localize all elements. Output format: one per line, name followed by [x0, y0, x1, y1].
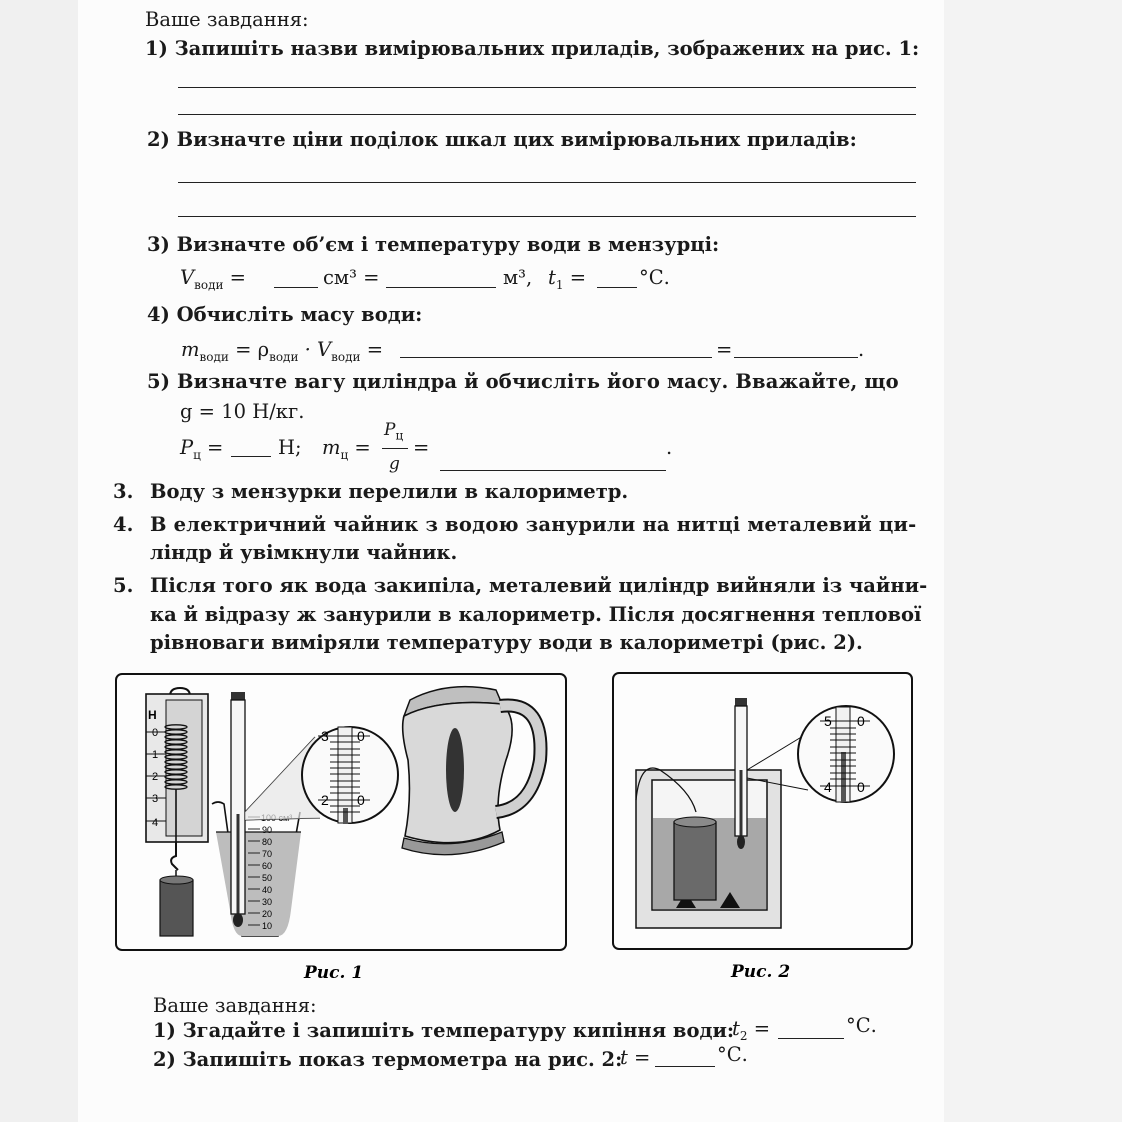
- zoom-tick-label: 0: [357, 728, 365, 744]
- dynamometer-tick-label: 1: [152, 749, 159, 761]
- zoom-tick-label: 4: [824, 779, 832, 795]
- dynamometer-tick-label: 2: [152, 771, 159, 783]
- cyl-mass-var: m: [322, 436, 341, 459]
- cyl-mass-end: .: [666, 436, 673, 459]
- weight-sub: ц: [193, 447, 201, 462]
- volume-var: V: [180, 266, 195, 289]
- task1-question-1: 1) Запишіть назви вимірювальних приладів, зображених на рис. 1:: [145, 37, 920, 60]
- answer-blank[interactable]: [778, 1038, 844, 1039]
- step-text: Воду з мензурки перелили в калориметр.: [150, 480, 629, 503]
- mass-eq: =: [360, 338, 384, 361]
- mass-end: .: [858, 338, 865, 361]
- zoom-tick-label: 0: [357, 792, 365, 808]
- volume-var: · V: [298, 338, 332, 361]
- dynamometer-tick-label: 0: [152, 727, 159, 739]
- boiling-unit: °С.: [846, 1014, 877, 1037]
- zoom-tick-label: 3: [321, 728, 329, 744]
- figure-2-caption: Рис. 2: [731, 962, 791, 982]
- cyl-mass-eq: =: [348, 436, 371, 459]
- metal-cylinder-2: [674, 822, 716, 900]
- cyl-mass-sub: ц: [340, 447, 349, 462]
- zoom-tick-label: 0: [857, 779, 865, 795]
- mass-sub: води: [199, 349, 229, 364]
- mass-var: m: [181, 338, 200, 361]
- boiling-eq: =: [753, 1017, 771, 1040]
- step-number: 3.: [113, 480, 134, 503]
- task1-question-2: 2) Визначте ціни поділок шкал цих вимірювальних приладів:: [147, 128, 857, 151]
- dynamometer-unit: Н: [148, 708, 157, 722]
- zoom-tick-label: 0: [857, 713, 865, 729]
- beaker-tick-label: 30: [262, 897, 273, 907]
- task2-question-1: 1) Згадайте і запишіть температуру кипіння води:: [153, 1019, 735, 1042]
- volume-sub: води: [194, 277, 224, 292]
- reading-var: t: [620, 1046, 628, 1069]
- reading-eq: =: [634, 1046, 651, 1069]
- temp-sub: 1: [555, 277, 564, 292]
- task1-question-3: 3) Визначте об’єм і температуру води в мензурці:: [147, 233, 720, 256]
- boiling-sub: 2: [739, 1028, 748, 1043]
- beaker-tick-label: 70: [262, 849, 273, 859]
- dynamometer-tick-label: 4: [152, 817, 159, 829]
- step-text: ліндр й увімкнули чайник.: [150, 541, 458, 564]
- frac-num-var: P: [384, 420, 396, 440]
- volume-sub: води: [331, 349, 361, 364]
- step-number: 5.: [113, 574, 134, 597]
- zoom-tick-label: 5: [824, 713, 832, 729]
- unit-celsius: °С.: [639, 266, 670, 289]
- boiling-var: t: [732, 1017, 740, 1040]
- cyl-mass-eq2: =: [413, 436, 430, 459]
- reading-unit: °С.: [717, 1043, 748, 1066]
- weight-var: P: [180, 436, 194, 459]
- task1-question-4: 4) Обчисліть масу води:: [147, 303, 423, 326]
- task2-question-2: 2) Запишіть показ термометра на рис. 2:: [153, 1048, 623, 1071]
- beaker-tick-label: 10: [262, 921, 273, 931]
- step-text: Після того як вода закипіла, металевий циліндр вийняли із чайни-: [150, 574, 928, 597]
- zoom-tick-label: 2: [321, 792, 329, 808]
- step-text: рівноваги виміряли температуру води в калориметрі (рис. 2).: [150, 631, 863, 654]
- beaker-tick-label: 90: [262, 825, 273, 835]
- beaker-tick-label: 40: [262, 885, 273, 895]
- figure-1-caption: Рис. 1: [304, 963, 364, 983]
- volume-eq: =: [229, 266, 247, 289]
- frac-num-sub: ц: [395, 428, 404, 443]
- step-text: ка й відразу ж занурили в калориметр. Після досягнення теплової: [150, 603, 922, 626]
- task1-question-5: 5) Визначте вагу циліндра й обчисліть його масу. Вважайте, що: [147, 370, 899, 393]
- beaker-tick-label: 20: [262, 909, 273, 919]
- beaker-tick-label: 60: [262, 861, 273, 871]
- rho-sub: води: [269, 349, 299, 364]
- step-number: 4.: [113, 513, 134, 536]
- mass-eq2: =: [716, 338, 733, 361]
- reading-formula: [620, 1046, 650, 1070]
- step-text: В електричний чайник з водою занурили на нитці металевий ци-: [150, 513, 917, 536]
- unit-m3: м³,: [503, 266, 533, 289]
- unit-newton: Н;: [278, 436, 302, 459]
- temp-eq: =: [569, 266, 587, 289]
- dynamometer-tick-label: 3: [152, 793, 159, 805]
- thermometer-zoom-2: [798, 706, 894, 802]
- answer-blank[interactable]: [655, 1066, 715, 1067]
- task2-heading: Ваше завдання:: [153, 994, 317, 1017]
- unit-cm3: см³ =: [323, 266, 380, 289]
- beaker-tick-label: 50: [262, 873, 273, 883]
- rho-var: = ρ: [228, 338, 270, 361]
- temp-var: t: [548, 266, 556, 289]
- task1-heading: Ваше завдання:: [145, 8, 309, 31]
- g-value: g = 10 Н/кг.: [180, 400, 305, 423]
- weight-eq: =: [200, 436, 224, 459]
- fraction-denominator: g: [389, 454, 400, 474]
- beaker-tick-label: 80: [262, 837, 273, 847]
